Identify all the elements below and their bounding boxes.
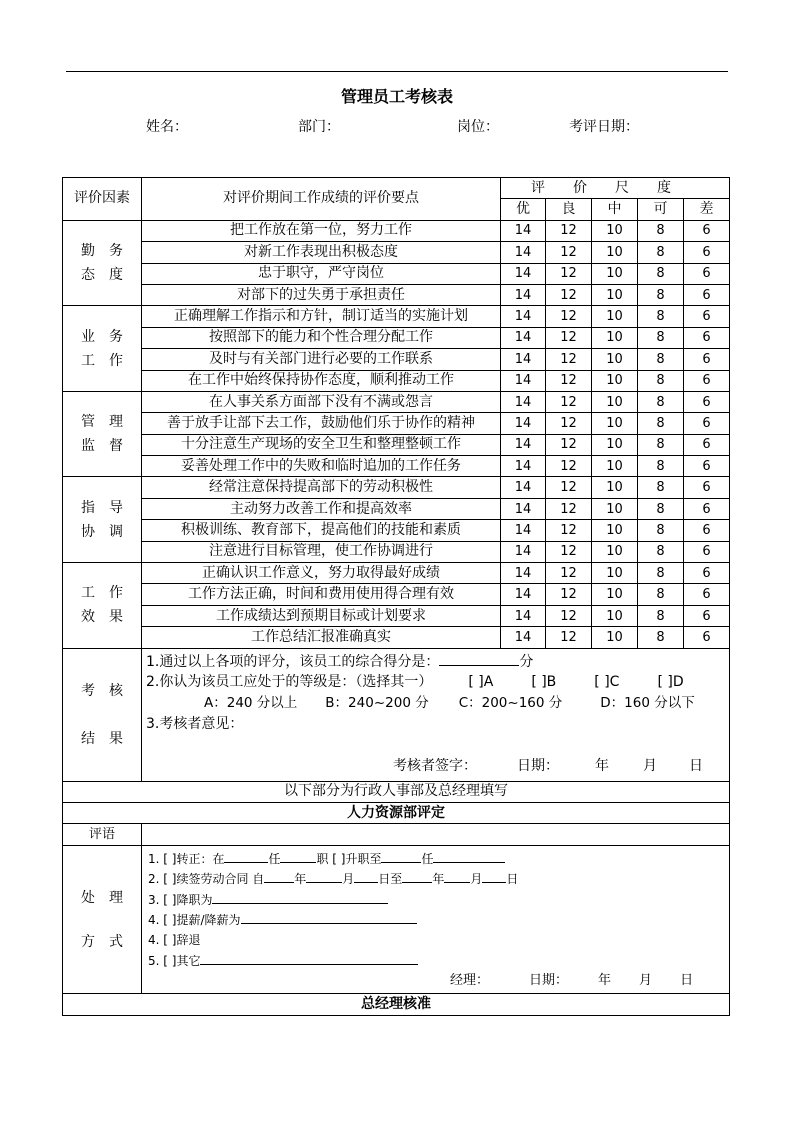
score-option[interactable]: 8 [638, 520, 684, 541]
score-option[interactable]: 6 [684, 327, 730, 348]
blank[interactable] [381, 848, 421, 863]
score-option[interactable]: 8 [638, 413, 684, 434]
score-option[interactable]: 8 [638, 563, 684, 584]
score-option[interactable]: 12 [546, 541, 592, 562]
factor-effect [63, 563, 142, 649]
grade-question: 2.你认为该员工应处于的等级是：（选择其一） [146, 673, 433, 690]
score-option[interactable]: 8 [638, 456, 684, 477]
score-option[interactable]: 6 [684, 263, 730, 284]
criterion-text: 工作方法正确，时间和费用使用得合理有效 [142, 584, 501, 605]
score-option[interactable]: 14 [501, 263, 546, 284]
score-option[interactable]: 6 [684, 477, 730, 498]
score-option[interactable]: 8 [638, 541, 684, 562]
score-option[interactable]: 14 [501, 477, 546, 498]
score-option[interactable]: 12 [546, 284, 592, 305]
score-option[interactable]: 8 [638, 306, 684, 327]
score-option[interactable]: 14 [501, 541, 546, 562]
admin-note: 以下部分为行政人事部及总经理填写 [63, 781, 730, 802]
score-option[interactable]: 10 [592, 413, 638, 434]
factor-process [63, 845, 142, 994]
score-option[interactable]: 8 [638, 605, 684, 626]
blank[interactable] [264, 868, 294, 883]
score-option[interactable]: 8 [638, 627, 684, 648]
score-option[interactable]: 12 [546, 456, 592, 477]
score-option[interactable]: 14 [501, 498, 546, 519]
score-question: 1.通过以上各项的评分，该员工的综合得分是： [146, 653, 440, 670]
score-option[interactable]: 12 [546, 605, 592, 626]
criterion-text: 对部下的过失勇于承担责任 [142, 284, 501, 305]
score-option[interactable]: 14 [501, 434, 546, 455]
score-option[interactable]: 14 [501, 627, 546, 648]
score-option[interactable]: 12 [546, 242, 592, 263]
score-option[interactable]: 6 [684, 306, 730, 327]
score-option[interactable]: 8 [638, 477, 684, 498]
score-option[interactable]: 12 [546, 584, 592, 605]
score-option[interactable]: 10 [592, 242, 638, 263]
reviewer-sign-label: 考核者签字： [393, 757, 477, 774]
table-row [63, 370, 730, 391]
hr-section-title: 人力资源部评定 [63, 802, 730, 823]
score-option[interactable]: 10 [592, 263, 638, 284]
department-field-label: 部门： [298, 119, 340, 135]
option-renew-contract[interactable]: 2. [ ]续签劳动合同 自 [148, 872, 265, 887]
score-option[interactable]: 8 [638, 391, 684, 412]
score-option[interactable]: 14 [501, 242, 546, 263]
score-option[interactable]: 12 [546, 349, 592, 370]
eval-date-field-label: 考评日期： [569, 119, 639, 135]
score-option[interactable]: 12 [546, 263, 592, 284]
score-option[interactable]: 8 [638, 242, 684, 263]
score-option[interactable]: 8 [638, 327, 684, 348]
grade-range-c: C：200~160 分 [458, 694, 563, 711]
factor-line: 处理 [81, 889, 137, 906]
text-day-to: 日至 [378, 872, 403, 887]
score-option[interactable]: 10 [592, 498, 638, 519]
score-option[interactable]: 8 [638, 584, 684, 605]
score-option[interactable]: 12 [546, 520, 592, 541]
score-option[interactable]: 8 [638, 434, 684, 455]
score-option[interactable]: 6 [684, 220, 730, 241]
grade-header: 差 [684, 199, 730, 220]
text-month: 月 [342, 872, 355, 887]
gm-section-title: 总经理核准 [63, 994, 730, 1015]
table-row [63, 391, 730, 412]
score-option[interactable]: 8 [638, 284, 684, 305]
result-content [142, 648, 730, 781]
score-option[interactable]: 6 [684, 391, 730, 412]
table-row [63, 541, 730, 562]
grade-range-d: D：160 分以下 [600, 694, 695, 711]
score-option[interactable]: 6 [684, 627, 730, 648]
manager-label: 经理： [450, 972, 490, 988]
score-option[interactable]: 10 [592, 327, 638, 348]
score-option[interactable]: 14 [501, 520, 546, 541]
criterion-text: 及时与有关部门进行必要的工作联系 [142, 349, 501, 370]
day-label: 日 [689, 757, 703, 774]
blank[interactable] [212, 889, 388, 904]
score-option[interactable]: 12 [546, 327, 592, 348]
comment-field[interactable] [142, 824, 730, 845]
score-option[interactable]: 14 [501, 349, 546, 370]
score-option[interactable]: 6 [684, 242, 730, 263]
grade-option-c[interactable]: [ ]C [594, 673, 620, 690]
criterion-text: 注意进行目标管理，使工作协调进行 [142, 541, 501, 562]
score-option[interactable]: 10 [592, 456, 638, 477]
page-title: 管理员工考核表 [340, 87, 453, 106]
score-option[interactable]: 6 [684, 605, 730, 626]
score-unit: 分 [519, 653, 534, 670]
option-regularize[interactable]: 1. [ ]转正：在 [148, 851, 225, 866]
text-year: 年 [432, 872, 445, 887]
score-option[interactable]: 10 [592, 541, 638, 562]
table-row [63, 477, 730, 498]
text-day: 日 [506, 872, 519, 887]
factor-management [63, 391, 142, 477]
factor-result [63, 648, 142, 781]
criterion-text: 对新工作表现出积极态度 [142, 242, 501, 263]
score-option[interactable]: 12 [546, 563, 592, 584]
text-year: 年 [294, 872, 307, 887]
factor-guidance [63, 477, 142, 563]
score-option[interactable]: 12 [546, 413, 592, 434]
score-option[interactable]: 8 [638, 263, 684, 284]
table-row [63, 563, 730, 584]
table-row [63, 605, 730, 626]
factor-business [63, 306, 142, 392]
table-row [63, 220, 730, 241]
option-promote[interactable]: 职 [ ]升职至 [316, 851, 382, 866]
score-option[interactable]: 10 [592, 627, 638, 648]
score-option[interactable]: 14 [501, 284, 546, 305]
criterion-text: 十分注意生产现场的安全卫生和整理整顿工作 [142, 434, 501, 455]
score-option[interactable]: 8 [638, 370, 684, 391]
table-row [63, 584, 730, 605]
col-header-factor: 评价因素 [63, 178, 142, 221]
blank[interactable] [224, 848, 268, 863]
score-option[interactable]: 14 [501, 306, 546, 327]
grade-option-b[interactable]: [ ]B [531, 673, 557, 690]
score-option[interactable]: 12 [546, 391, 592, 412]
score-option[interactable]: 14 [501, 584, 546, 605]
factor-line: 指导 [81, 499, 137, 516]
month-label: 月 [643, 757, 657, 774]
grade-header: 可 [638, 199, 684, 220]
col-header-points: 对评价期间工作成绩的评价要点 [142, 178, 501, 221]
process-row [63, 845, 730, 994]
score-option[interactable]: 12 [546, 477, 592, 498]
score-option[interactable]: 10 [592, 284, 638, 305]
blank[interactable] [482, 868, 506, 883]
day-label: 日 [680, 972, 694, 988]
score-option[interactable]: 10 [592, 520, 638, 541]
grade-header: 中 [592, 199, 638, 220]
score-option[interactable]: 12 [546, 498, 592, 519]
score-option[interactable]: 10 [592, 563, 638, 584]
score-option[interactable]: 6 [684, 456, 730, 477]
factor-line: 考核 [81, 682, 137, 699]
year-label: 年 [598, 972, 612, 988]
score-option[interactable]: 14 [501, 370, 546, 391]
criterion-text: 把工作放在第一位，努力工作 [142, 220, 501, 241]
gm-title-row [63, 994, 730, 1015]
score-option[interactable]: 12 [546, 434, 592, 455]
score-option[interactable]: 8 [638, 349, 684, 370]
hr-date-label: 日期： [529, 972, 569, 988]
table-row [63, 242, 730, 263]
criterion-text: 经常注意保持提高部下的劳动积极性 [142, 477, 501, 498]
score-option[interactable]: 6 [684, 541, 730, 562]
factor-line: 态度 [81, 267, 137, 284]
criterion-text: 善于放手让部下去工作，鼓励他们乐于协作的精神 [142, 413, 501, 434]
score-option[interactable]: 6 [684, 520, 730, 541]
option-dismiss[interactable]: 4. [ ]辞退 [148, 932, 201, 947]
review-date-label: 日期： [517, 757, 559, 774]
reviewer-opinion-label: 3.考核者意见： [146, 715, 244, 732]
text-ren: 任 [268, 851, 281, 866]
table-row [63, 349, 730, 370]
total-score-blank[interactable] [439, 651, 519, 666]
score-option[interactable]: 10 [592, 220, 638, 241]
score-option[interactable]: 10 [592, 306, 638, 327]
option-demote[interactable]: 3. [ ]降职为 [148, 892, 213, 907]
table-row [63, 434, 730, 455]
admin-note-row [63, 781, 730, 802]
score-option[interactable]: 14 [501, 327, 546, 348]
criterion-text: 在人事关系方面部下没有不满或怨言 [142, 391, 501, 412]
blank[interactable] [354, 868, 378, 883]
score-option[interactable]: 12 [546, 306, 592, 327]
factor-line: 效果 [81, 609, 137, 626]
process-content [142, 845, 730, 994]
score-option[interactable]: 10 [592, 477, 638, 498]
table-header-row [63, 178, 730, 199]
factor-attitude [63, 220, 142, 306]
criterion-text: 妥善处理工作中的失败和临时追加的工作任务 [142, 456, 501, 477]
text-ren: 任 [421, 851, 434, 866]
year-label: 年 [595, 757, 609, 774]
option-salary-change[interactable]: 4. [ ]提薪/降薪为 [148, 913, 241, 928]
factor-line: 监督 [81, 438, 137, 455]
table-row [63, 456, 730, 477]
score-option[interactable]: 10 [592, 434, 638, 455]
name-field-label: 姓名： [146, 119, 188, 135]
month-label: 月 [639, 972, 653, 988]
score-option[interactable]: 8 [638, 220, 684, 241]
score-option[interactable]: 12 [546, 627, 592, 648]
top-rule [66, 71, 728, 72]
comment-label: 评语 [63, 824, 142, 845]
score-option[interactable]: 14 [501, 563, 546, 584]
position-field-label: 岗位： [457, 119, 499, 135]
blank[interactable] [444, 868, 470, 883]
blank[interactable] [280, 848, 316, 863]
score-option[interactable]: 10 [592, 349, 638, 370]
score-option[interactable]: 8 [638, 498, 684, 519]
score-option[interactable]: 6 [684, 284, 730, 305]
factor-line: 工作 [81, 585, 137, 602]
score-option[interactable]: 6 [684, 349, 730, 370]
criterion-text: 正确理解工作指示和方针，制订适当的实施计划 [142, 306, 501, 327]
table-row [63, 627, 730, 648]
table-row [63, 263, 730, 284]
score-option[interactable]: 14 [501, 413, 546, 434]
factor-line: 协调 [81, 523, 137, 540]
score-option[interactable]: 6 [684, 563, 730, 584]
col-header-scale: 评价尺度 [501, 178, 730, 199]
grade-option-a[interactable]: [ ]A [468, 673, 494, 690]
factor-line: 勤务 [81, 243, 137, 260]
score-option[interactable]: 10 [592, 370, 638, 391]
score-option[interactable]: 6 [684, 498, 730, 519]
criterion-text: 工作成绩达到预期目标或计划要求 [142, 605, 501, 626]
blank[interactable] [433, 848, 505, 863]
table-row [63, 413, 730, 434]
criterion-text: 在工作中始终保持协作态度，顺利推动工作 [142, 370, 501, 391]
grade-header: 优 [501, 199, 546, 220]
score-option[interactable]: 14 [501, 391, 546, 412]
comment-row [63, 824, 730, 845]
criterion-text: 积极训练、教育部下，提高他们的技能和素质 [142, 520, 501, 541]
blank[interactable] [402, 868, 432, 883]
score-option[interactable]: 14 [501, 456, 546, 477]
table-row [63, 498, 730, 519]
criterion-text: 工作总结汇报准确真实 [142, 627, 501, 648]
evaluation-table [62, 177, 730, 1016]
score-option[interactable]: 10 [592, 605, 638, 626]
table-row [63, 327, 730, 348]
grade-header: 良 [546, 199, 592, 220]
grade-option-d[interactable]: [ ]D [657, 673, 684, 690]
factor-line: 结果 [81, 730, 137, 747]
score-option[interactable]: 14 [501, 605, 546, 626]
score-option[interactable]: 12 [546, 220, 592, 241]
score-option[interactable]: 6 [684, 434, 730, 455]
grade-range-b: B：240~200 分 [325, 694, 429, 711]
score-option[interactable]: 10 [592, 584, 638, 605]
table-row [63, 520, 730, 541]
grade-range-a: A：240 分以上 [204, 694, 298, 711]
criterion-text: 正确认识工作意义，努力取得最好成绩 [142, 563, 501, 584]
result-row [63, 648, 730, 781]
blank[interactable] [200, 950, 418, 965]
table-row [63, 306, 730, 327]
score-option[interactable]: 10 [592, 391, 638, 412]
score-option[interactable]: 6 [684, 370, 730, 391]
option-other[interactable]: 5. [ ]其它 [148, 954, 201, 969]
factor-line: 业务 [81, 328, 137, 345]
hr-title-row [63, 802, 730, 823]
criterion-text: 主动努力改善工作和提高效率 [142, 498, 501, 519]
blank[interactable] [306, 868, 342, 883]
score-option[interactable]: 14 [501, 220, 546, 241]
factor-line: 管理 [81, 414, 137, 431]
score-option[interactable]: 6 [684, 413, 730, 434]
score-option[interactable]: 6 [684, 584, 730, 605]
criterion-text: 按照部下的能力和个性合理分配工作 [142, 327, 501, 348]
text-month: 月 [470, 872, 483, 887]
blank[interactable] [241, 909, 417, 924]
factor-line: 工作 [81, 352, 137, 369]
criterion-text: 忠于职守，严守岗位 [142, 263, 501, 284]
score-option[interactable]: 12 [546, 370, 592, 391]
factor-line: 方式 [81, 933, 137, 950]
table-row [63, 284, 730, 305]
